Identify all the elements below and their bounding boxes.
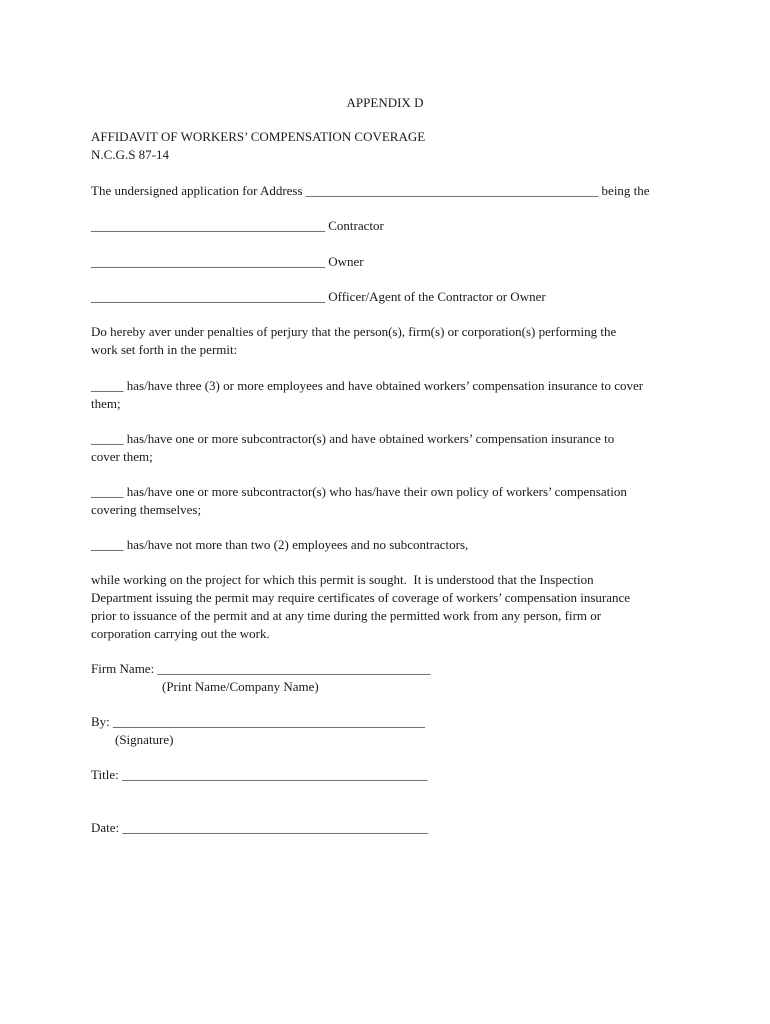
signature-caption: (Signature) [115,732,174,747]
firm-name-field: Firm Name: __________________________________________ [91,661,431,676]
title-field: Title: _______________________________________________ [91,767,428,782]
appendix-heading: APPENDIX D [346,95,424,110]
closing-paragraph-line4: corporation carrying out the work. [91,626,270,641]
document-title: AFFIDAVIT OF WORKERS’ COMPENSATION COVERAGE [91,129,426,144]
closing-paragraph-line1: while working on the project for which this permit is sought. It is understood that the Inspection [91,572,594,587]
statute-reference: N.C.G.S 87-14 [91,147,170,162]
option-subcontractors-own-policy-line1: _____ has/have one or more subcontractor(s) who has/have their own policy of workers’ compensation [91,484,627,499]
role-owner-line: ____________________________________ Owner [91,254,364,269]
date-field: Date: _______________________________________________ [91,820,428,835]
option-subcontractors-own-policy-line2: covering themselves; [91,502,202,517]
option-two-employees-line: _____ has/have not more than two (2) employees and no subcontractors, [91,537,469,552]
aver-statement-line1: Do hereby aver under penalties of perjury that the person(s), firm(s) or corporation(s) performing the [91,324,617,339]
option-three-employees-line2: them; [91,396,121,411]
closing-paragraph-line2: Department issuing the permit may require certificates of coverage of workers’ compensation insurance [91,590,631,605]
signature-field: By: ________________________________________________ [91,714,426,729]
role-officer-agent-line: ____________________________________ Officer/Agent of the Contractor or Owner [91,289,546,304]
role-contractor-line: ____________________________________ Contractor [91,218,384,233]
option-subcontractors-insured-line2: cover them; [91,449,153,464]
option-three-employees-line1: _____ has/have three (3) or more employees and have obtained workers’ compensation insurance to cover [91,378,644,393]
address-line: The undersigned application for Address _____________________________________________ being the [91,183,650,198]
closing-paragraph-line3: prior to issuance of the permit and at any time during the permitted work from any person, firm or [91,608,602,623]
option-subcontractors-insured-line1: _____ has/have one or more subcontractor(s) and have obtained workers’ compensation insurance to [91,431,615,446]
aver-statement-line2: work set forth in the permit: [91,342,238,357]
firm-name-caption: (Print Name/Company Name) [162,679,319,694]
